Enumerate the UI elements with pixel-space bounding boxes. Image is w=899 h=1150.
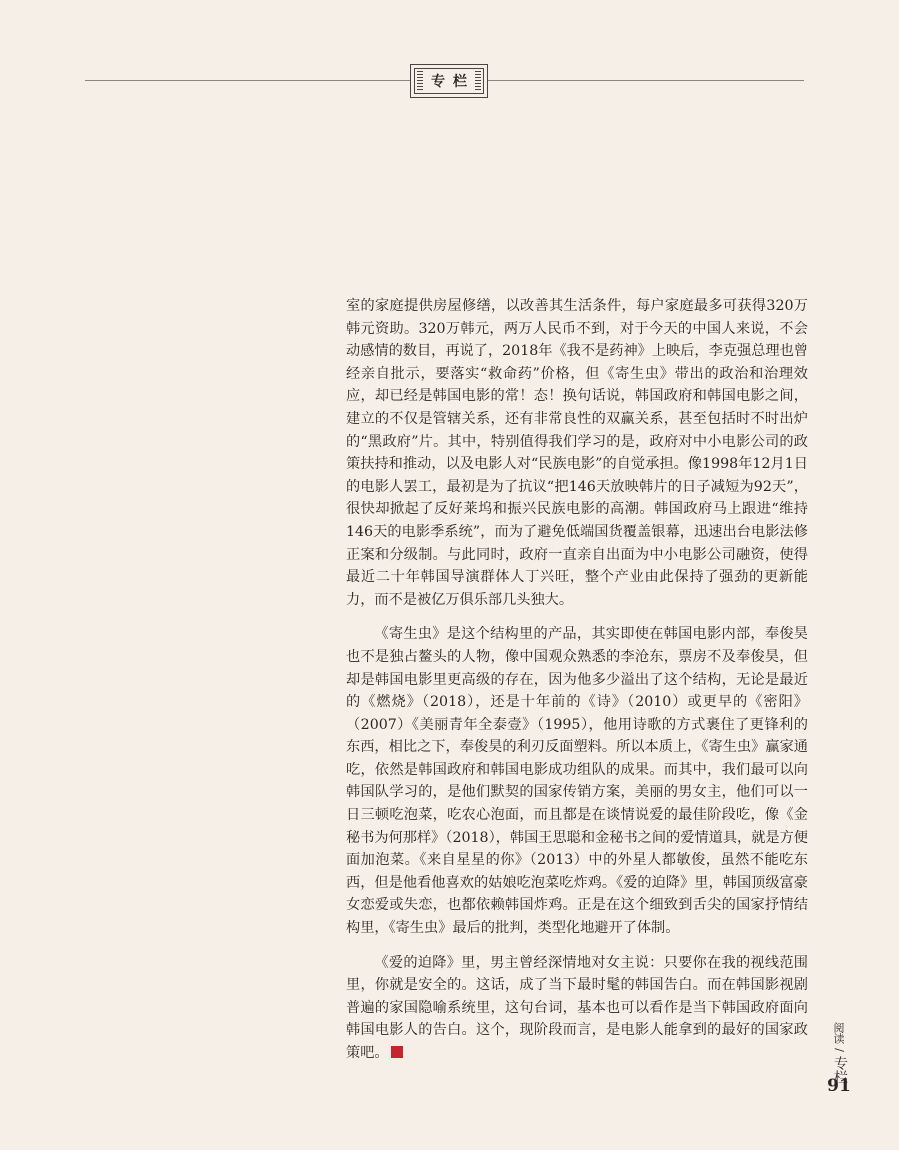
footer-section: 专栏 [832, 1056, 848, 1084]
section-label: 专栏 [431, 74, 475, 90]
footer-column-word: 阅读 [832, 1022, 845, 1044]
end-mark-icon [391, 1046, 403, 1058]
article-paragraph-3 [346, 952, 808, 1065]
footer-slash: / [833, 1048, 846, 1052]
badge-ornament-right [475, 71, 481, 91]
header-rule-right [488, 80, 804, 81]
header-rule-left [85, 80, 410, 81]
section-badge [410, 64, 488, 98]
article-paragraph-1: 室的家庭提供房屋修缮，以改善其生活条件，每户家庭最多可获得320万韩元资助。320万韩元，两万人民币不到，对于今天的中国人来说，不会动感情的数目，再说了，2018年《我不是药神》上映后，李克强总理也曾经亲自批示，要落实“救命药”价格，但《寄生虫》带出的政治和治理效应，却已经是韩国电影的常！态！换句话说，韩国政府和韩国电影之间，建立的不仅是管辖关系，还有非常良性的双赢关系，甚至包括时不时出炉的“黑政府”片。其中，特别值得我们学习的是，政府对中小电影公司的政策扶持和推动，以及电影人对“民族电影”的自觉承担。像1998年12月1日的电影人罢工，最初是为了抗议“把146天放映韩片的日子减短为92天”，很快却掀起了反好莱坞和振兴民族电影的高潮。韩国政府马上跟进“维持146天的电影季系统”，而为了避免低端国货覆盖银幕，迅速出台电影法修正案和分级制。与此同时，政府一直亲自出面为中小电影公司融资，使得最近二十年韩国导演群体人丁兴旺，整个产业由此保持了强劲的更新能力，而不是被亿万俱乐部几头独大。 [346, 298, 808, 608]
article-body [346, 295, 808, 1077]
page-number: 91 [827, 1076, 851, 1096]
article-paragraph-2: 《寄生虫》是这个结构里的产品，其实即使在韩国电影内部，奉俊昊也不是独占鳌头的人物，像中国观众熟悉的李沧东，票房不及奉俊昊，但却是韩国电影里更高级的存在，因为他多少溢出了这个结构，无论是最近的《燃烧》（2018），还是十年前的《诗》（2010）或更早的《密阳》（2007）《美丽青年全泰壹》（1995），他用诗歌的方式裹住了更锋利的东西，相比之下，奉俊昊的利刃反面塑料。所以本质上，《寄生虫》赢家通吃，依然是韩国政府和韩国电影成功组队的成果。而其中，我们最可以向韩国队学习的，是他们默契的国家传销方案，美丽的男女主，他们可以一日三顿吃泡菜，吃农心泡面，而且都是在谈情说爱的最佳阶段吃，像《金秘书为何那样》（2018），韩国王思聪和金秘书之间的爱情道具，就是方便面加泡菜。《来自星星的你》（2013）中的外星人都敏俊，虽然不能吃东西，但是他看他喜欢的姑娘吃泡菜吃炸鸡。《爱的迫降》里，韩国顶级富豪女恋爱或失恋，也都依赖韩国炸鸡。正是在这个细致到舌尖的国家抒情结构里，《寄生虫》最后的批判，类型化地避开了体制。 [346, 626, 808, 937]
article-paragraph-3-text: 《爱的迫降》里，男主曾经深情地对女主说：只要你在我的视线范围里，你就是安全的。这话，成了当下最时髦的韩国告白。而在韩国影视剧普遍的家国隐喻系统里，这句台词，基本也可以看作是当下韩国政府面向韩国电影人的告白。这个，现阶段而言，是电影人能拿到的最好的国家政策吧。 [346, 954, 808, 1061]
footer-column-label [832, 1022, 846, 1084]
